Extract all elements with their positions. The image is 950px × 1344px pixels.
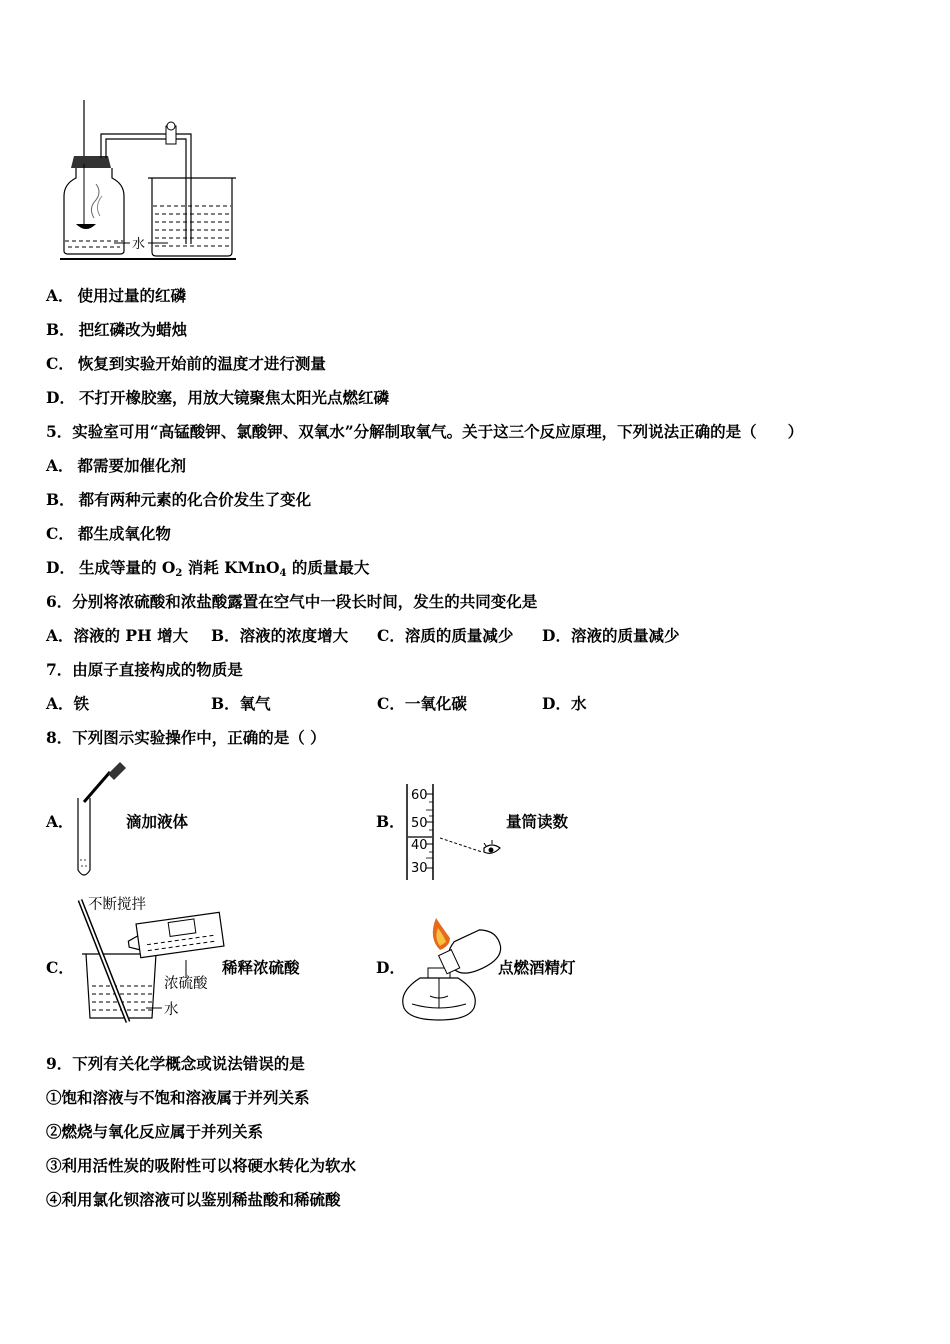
q9-item-2: ②燃烧与氧化反应属于并列关系: [46, 1122, 264, 1141]
q9-item-1: ①饱和溶液与不饱和溶液属于并列关系: [46, 1088, 310, 1107]
q8-option-a-letter[interactable]: A．: [46, 812, 74, 831]
dropper-caption: 滴加液体: [126, 812, 189, 831]
acid-label: 浓硫酸: [164, 976, 208, 992]
dropper-figure: [70, 760, 130, 882]
q5-option-b[interactable]: B． 都有两种元素的化合价发生了变化: [46, 490, 312, 509]
q8-option-d-letter[interactable]: D．: [376, 958, 405, 977]
cylinder-caption: 量筒读数: [506, 812, 569, 831]
q8-stem: 8．下列图示实验操作中，正确的是（ ）: [46, 728, 326, 747]
q4-option-a[interactable]: A． 使用过量的红磷: [46, 286, 187, 305]
q9-item-3: ③利用活性炭的吸附性可以将硬水转化为软水: [46, 1156, 357, 1175]
q6-option-b[interactable]: B．溶液的浓度增大: [211, 626, 349, 645]
dilution-caption: 稀释浓硫酸: [222, 958, 300, 977]
tick-50: 50: [411, 816, 428, 831]
q7-option-c[interactable]: C．一氧化碳: [377, 694, 467, 713]
q9-stem: 9．下列有关化学概念或说法错误的是: [46, 1054, 305, 1073]
q5-option-c[interactable]: C． 都生成氧化物: [46, 524, 171, 543]
q6-option-a[interactable]: A．溶液的 PH 增大: [46, 626, 189, 645]
q7-option-d[interactable]: D．水: [542, 694, 587, 713]
cylinder-figure: [400, 780, 510, 882]
q8-option-b-letter[interactable]: B．: [376, 812, 405, 831]
q5-option-a[interactable]: A． 都需要加催化剂: [46, 456, 187, 475]
tick-30: 30: [411, 861, 428, 876]
q4-option-d[interactable]: D． 不打开橡胶塞，用放大镜聚焦太阳光点燃红磷: [46, 388, 389, 407]
q4-option-b[interactable]: B． 把红磷改为蜡烛: [46, 320, 188, 339]
q7-option-b[interactable]: B．氧气: [211, 694, 271, 713]
q7-option-a[interactable]: A．铁: [46, 694, 90, 713]
water-label-c: 水: [164, 1002, 179, 1018]
q8-option-c-letter[interactable]: C．: [46, 958, 74, 977]
alcohol-lamp-caption: 点燃酒精灯: [498, 958, 576, 977]
tick-40: 40: [411, 838, 428, 853]
q5-option-d[interactable]: D． 生成等量的 $O_2$ 消耗 KMnO$_4$ 的质量最大: [46, 558, 370, 579]
alcohol-lamp-figure: [400, 912, 505, 1024]
tick-60: 60: [411, 788, 428, 803]
q4-option-c[interactable]: C． 恢复到实验开始前的温度才进行测量: [46, 354, 326, 373]
q5-stem: 5．实验室可用“高锰酸钾、氯酸钾、双氧水”分解制取氧气。关于这三个反应原理，下列说法正确的是（ ）: [46, 422, 804, 441]
q7-stem: 7．由原子直接构成的物质是: [46, 660, 243, 679]
q6-stem: 6．分别将浓硫酸和浓盐酸露置在空气中一段长时间，发生的共同变化是: [46, 592, 538, 611]
q6-option-c[interactable]: C．溶质的质量减少: [377, 626, 514, 645]
q9-item-4: ④利用氯化钡溶液可以鉴别稀盐酸和稀硫酸: [46, 1190, 341, 1209]
q6-option-d[interactable]: D．溶液的质量减少: [542, 626, 680, 645]
stir-label: 不断搅拌: [88, 897, 146, 913]
q4-apparatus-figure: [56, 96, 246, 266]
water-label: 水: [132, 237, 146, 252]
